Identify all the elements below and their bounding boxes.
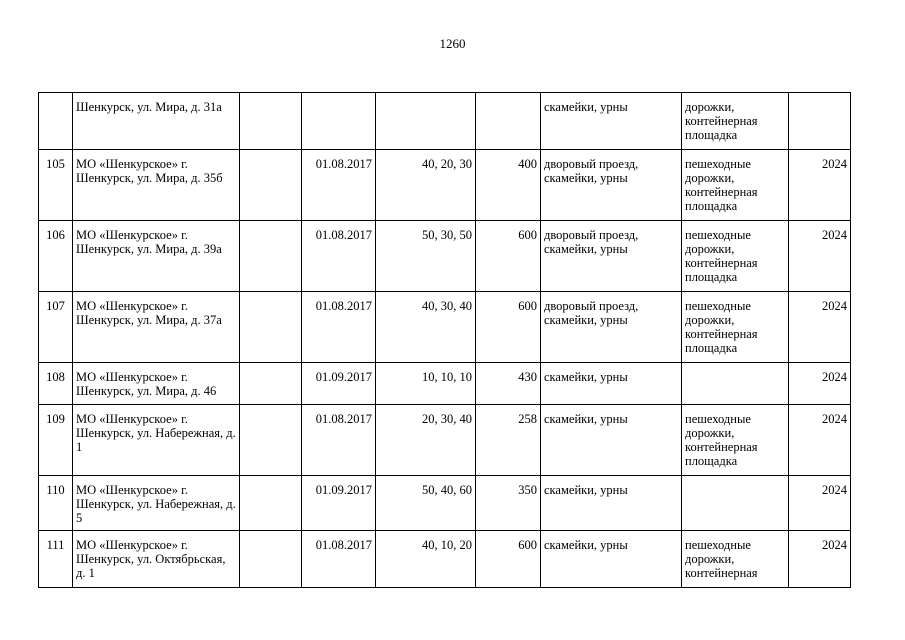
values-cell: 20, 30, 40: [376, 405, 476, 476]
date-cell: 01.08.2017: [302, 150, 376, 221]
table-row: [39, 150, 851, 221]
blank-cell: [240, 405, 302, 476]
row-number-cell: [39, 93, 73, 150]
yard-elements-cell: скамейки, урны: [541, 531, 682, 588]
date-cell: 01.09.2017: [302, 476, 376, 531]
address-cell: Шенкурск, ул. Мира, д. 31а: [73, 93, 240, 150]
values-cell: 40, 10, 20: [376, 531, 476, 588]
area-cell: 350: [476, 476, 541, 531]
date-cell: [302, 93, 376, 150]
row-number-cell: 109: [39, 405, 73, 476]
values-cell: 50, 40, 60: [376, 476, 476, 531]
row-number-cell: 107: [39, 292, 73, 363]
pedestrian-elements-cell: [682, 363, 789, 405]
year-cell: 2024: [789, 476, 851, 531]
row-number-cell: 108: [39, 363, 73, 405]
improvement-table: [38, 92, 851, 588]
pedestrian-elements-cell: пешеходные дорожки, контейнерная площадка: [682, 150, 789, 221]
blank-cell: [240, 221, 302, 292]
area-cell: 600: [476, 292, 541, 363]
yard-elements-cell: скамейки, урны: [541, 363, 682, 405]
year-cell: 2024: [789, 405, 851, 476]
yard-elements-cell: дворовый проезд, скамейки, урны: [541, 221, 682, 292]
blank-cell: [240, 292, 302, 363]
row-number-cell: 110: [39, 476, 73, 531]
values-cell: 40, 30, 40: [376, 292, 476, 363]
blank-cell: [240, 150, 302, 221]
blank-cell: [240, 531, 302, 588]
table-row: [39, 405, 851, 476]
area-cell: 400: [476, 150, 541, 221]
pedestrian-elements-cell: дорожки, контейнерная площадка: [682, 93, 789, 150]
values-cell: 10, 10, 10: [376, 363, 476, 405]
yard-elements-cell: скамейки, урны: [541, 405, 682, 476]
year-cell: 2024: [789, 363, 851, 405]
table-row: [39, 221, 851, 292]
blank-cell: [240, 93, 302, 150]
table-row: [39, 292, 851, 363]
address-cell: МО «Шенкурское» г. Шенкурск, ул. Октябрьская, д. 1: [73, 531, 240, 588]
date-cell: 01.08.2017: [302, 292, 376, 363]
area-cell: 600: [476, 221, 541, 292]
address-cell: МО «Шенкурское» г. Шенкурск, ул. Набережная, д. 5: [73, 476, 240, 531]
table-row: [39, 93, 851, 150]
row-number-cell: 106: [39, 221, 73, 292]
date-cell: 01.08.2017: [302, 221, 376, 292]
pedestrian-elements-cell: пешеходные дорожки, контейнерная площадка: [682, 221, 789, 292]
pedestrian-elements-cell: пешеходные дорожки, контейнерная площадка: [682, 292, 789, 363]
yard-elements-cell: скамейки, урны: [541, 476, 682, 531]
address-cell: МО «Шенкурское» г. Шенкурск, ул. Мира, д. 46: [73, 363, 240, 405]
address-cell: МО «Шенкурское» г. Шенкурск, ул. Мира, д. 39а: [73, 221, 240, 292]
row-number-cell: 105: [39, 150, 73, 221]
yard-elements-cell: дворовый проезд, скамейки, урны: [541, 292, 682, 363]
date-cell: 01.08.2017: [302, 531, 376, 588]
values-cell: [376, 93, 476, 150]
pedestrian-elements-cell: пешеходные дорожки, контейнерная площадка: [682, 405, 789, 476]
yard-elements-cell: дворовый проезд, скамейки, урны: [541, 150, 682, 221]
table-row: [39, 363, 851, 405]
address-cell: МО «Шенкурское» г. Шенкурск, ул. Мира, д. 37а: [73, 292, 240, 363]
yard-elements-cell: скамейки, урны: [541, 93, 682, 150]
date-cell: 01.08.2017: [302, 405, 376, 476]
area-cell: [476, 93, 541, 150]
table-row: [39, 476, 851, 531]
area-cell: 600: [476, 531, 541, 588]
year-cell: 2024: [789, 531, 851, 588]
row-number-cell: 111: [39, 531, 73, 588]
values-cell: 40, 20, 30: [376, 150, 476, 221]
table-row: [39, 531, 851, 588]
pedestrian-elements-cell: пешеходные дорожки, контейнерная: [682, 531, 789, 588]
year-cell: 2024: [789, 292, 851, 363]
area-cell: 258: [476, 405, 541, 476]
address-cell: МО «Шенкурское» г. Шенкурск, ул. Набережная, д. 1: [73, 405, 240, 476]
blank-cell: [240, 476, 302, 531]
blank-cell: [240, 363, 302, 405]
year-cell: 2024: [789, 221, 851, 292]
year-cell: [789, 93, 851, 150]
address-cell: МО «Шенкурское» г. Шенкурск, ул. Мира, д. 35б: [73, 150, 240, 221]
values-cell: 50, 30, 50: [376, 221, 476, 292]
page-number: 1260: [439, 36, 466, 51]
year-cell: 2024: [789, 150, 851, 221]
date-cell: 01.09.2017: [302, 363, 376, 405]
pedestrian-elements-cell: [682, 476, 789, 531]
area-cell: 430: [476, 363, 541, 405]
